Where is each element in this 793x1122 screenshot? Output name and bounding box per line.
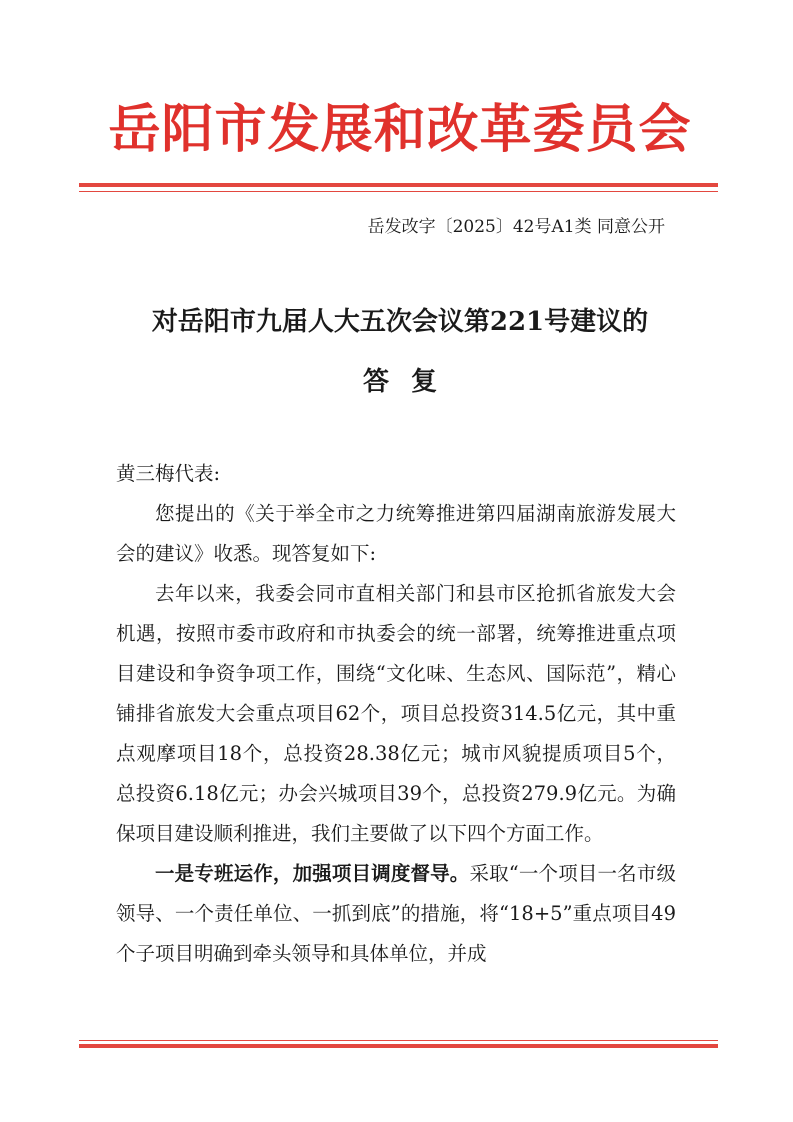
document-title-line1: 对岳阳市九届人大五次会议第221号建议的: [151, 307, 649, 337]
footer-rule-thick: [79, 1044, 718, 1048]
paragraph-measure-1: [116, 854, 676, 974]
org-masthead: 岳阳市发展和改革委员会: [108, 99, 692, 160]
footer-rule-thin: [79, 1040, 718, 1041]
paragraph-intro: 您提出的《关于举全市之力统筹推进第四届湖南旅游发展大会的建议》收悉。现答复如下:: [116, 502, 676, 565]
document-number: 岳发改字〔2025〕42号A1类 同意公开: [367, 217, 665, 237]
document-body: [116, 454, 676, 974]
paragraph-measure-1-text: 采取“一个项目一名市级领导、一个责任单位、一抓到底”的措施，将“18+5”重点项目49个子项目明确到牵头领导和具体单位，并成: [116, 862, 676, 965]
paragraph-lead-heading: 一是专班运作，加强项目调度督导。: [155, 862, 470, 885]
salutation: 黄三梅代表:: [116, 462, 221, 485]
masthead-rule-thin: [79, 191, 718, 192]
document-title-line2: 答复: [362, 367, 459, 397]
paragraph-overview: 去年以来，我委会同市直相关部门和县市区抢抓省旅发大会机遇，按照市委市政府和市执委会的统一部署，统筹推进重点项目建设和争资争项工作，围绕“文化味、生态风、国际范”，精心铺排省旅发大会重点项目62个，项目总投资314.5亿元，其中重点观摩项目18个，总投资28.38亿元；城市风貌提质项目5个，总投资6.18亿元；办会兴城项目39个，总投资279.9亿元。为确保项目建设顺利推进，我们主要做了以下四个方面工作。: [116, 582, 676, 845]
masthead-rule-thick: [79, 183, 718, 187]
